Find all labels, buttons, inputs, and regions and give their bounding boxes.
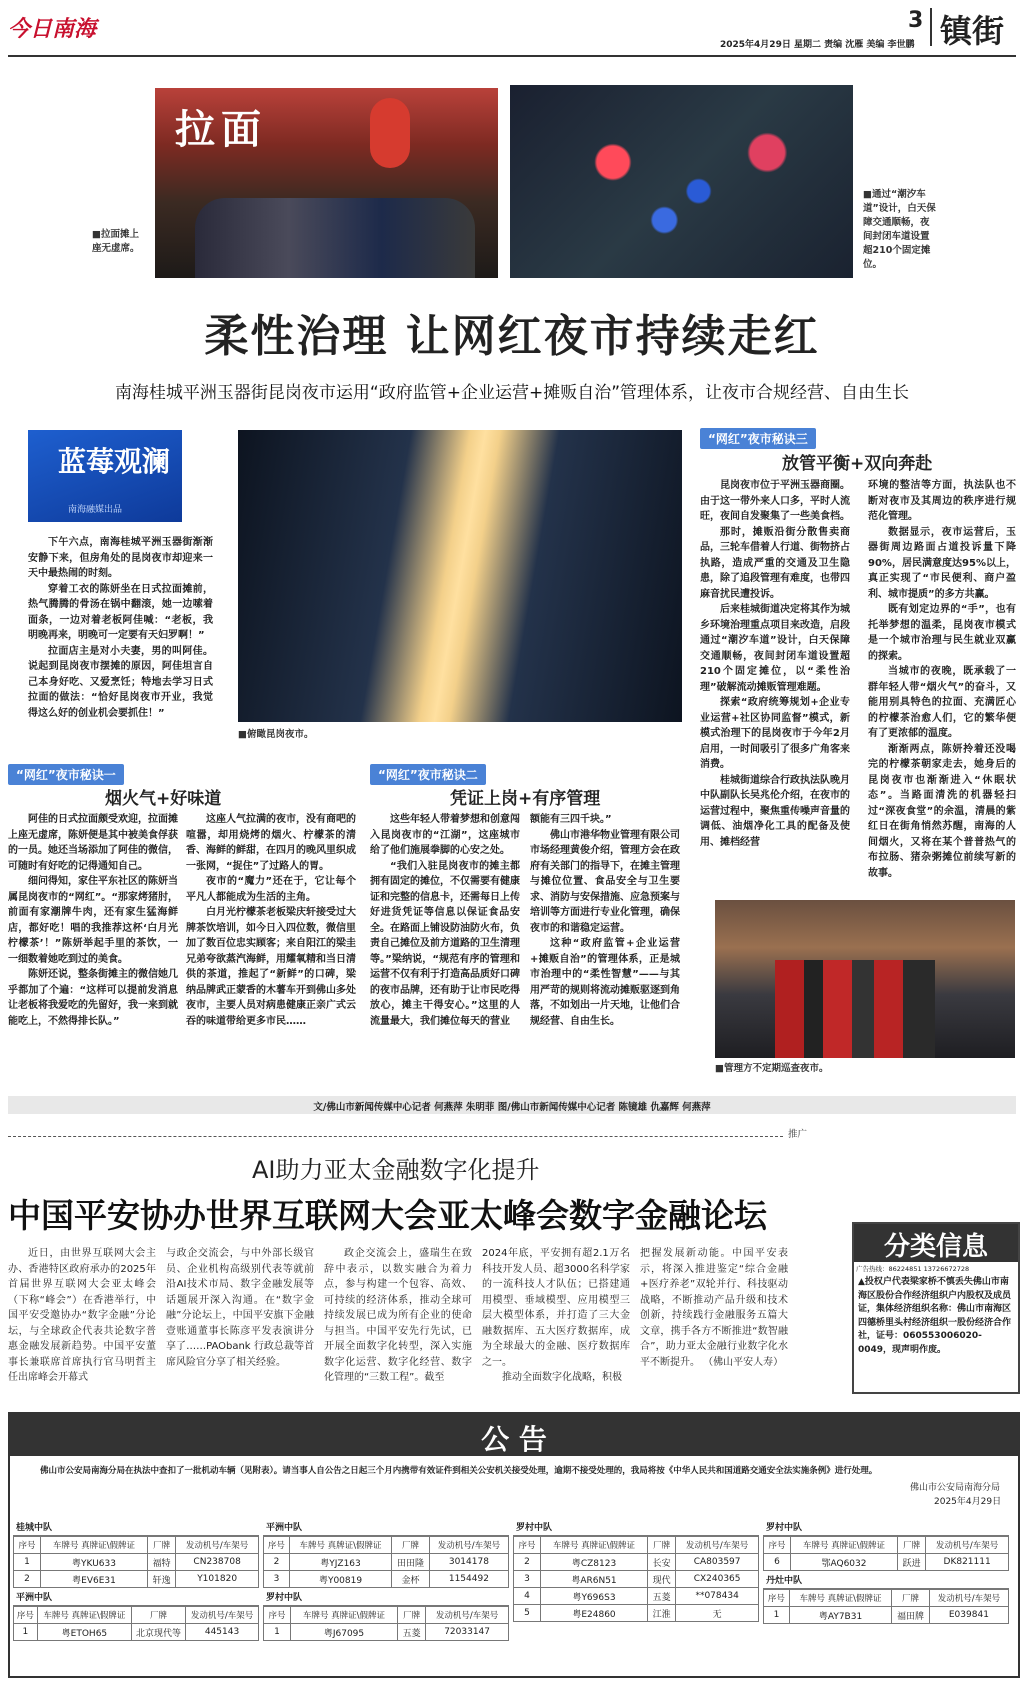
classified-title: 分类信息 bbox=[884, 1232, 989, 1262]
table-cell: 粤YKU633 bbox=[41, 1554, 148, 1571]
table-cell: 北京现代等 bbox=[132, 1624, 186, 1641]
intro-text bbox=[28, 535, 213, 721]
s2c2-p: 这种“政府监管+企业运营+摊贩自治”的管理体系，正是城市治理中的“柔性智慧”——与其用严苛的规则将流动摊贩驱逐到角落，不如划出一片天地，让他们合规经营、自由生长。 bbox=[530, 938, 680, 1027]
ad-col4 bbox=[482, 1246, 630, 1386]
table-header: 车牌号 真牌证\假牌证 bbox=[289, 1537, 391, 1554]
s2c2-p: 佛山市港华物业管理有限公司市场经理黄俊介绍，管理方会在政府有关部门的指导下，在摊主管理与摊位位置、食品安全与卫生要求、消防与安保措施、应急预案与培训等方面进行专业化管理，确保夜市的和谐稳定运营。 bbox=[530, 829, 680, 934]
table-cell: 金杯 bbox=[392, 1571, 430, 1588]
s3c2-p: 当城市的夜晚，既承载了一群年轻人带“烟火气”的奋斗，又能用别具特色的拉面、充满匠心的柠檬茶治愈人们，它的繁华便有了更浓郁的温度。 bbox=[868, 666, 1016, 739]
table-header: 车牌号 真牌证\假牌证 bbox=[791, 1537, 898, 1554]
table-cell: 粤EV6E31 bbox=[41, 1571, 148, 1588]
table-cell: 轩逸 bbox=[147, 1571, 175, 1588]
table-cell: CA803597 bbox=[676, 1554, 759, 1571]
tag-secret3: “网红”夜市秘诀三 bbox=[700, 428, 816, 449]
s2c1-p: “我们入驻昆岗夜市的摊主都拥有固定的摊位，不仅需要有健康证和完整的信息卡，还需每日上传好进货凭证等信息以保证食品安全。在路面上铺设防油防火布，负责自己摊位及前方道路的卫生清理等。”梁纳说，“规范有序的管理和运营不仅有利于打造高品质好口碑的夜市品牌，还有助于让市民吃得放心，摊主干得安心。”这里的人流量最大，我们摊位每天的营业 bbox=[370, 860, 520, 1027]
table-cell: E039841 bbox=[929, 1607, 1008, 1624]
ad-p: 政企交流会上，盛瑞生在致辞中表示，以数实融合为着力点，参与构建一个包容、高效、可持续的经济体系，推动全球可持续发展已成为所有企业的使命与担当。中国平安先行先试，已开展全面数字化转型，深入实施数字化运营、数字化经营、数字化管理的“三数工程”。截至 bbox=[324, 1248, 472, 1383]
table-header: 序号 bbox=[764, 1590, 790, 1607]
team-name: 罗村中队 bbox=[763, 1518, 1009, 1536]
table-header: 车牌号 真牌证\假牌证 bbox=[37, 1607, 131, 1624]
ad-p: 推动全面数字化战略，积极 bbox=[502, 1372, 622, 1383]
table-cell: 2 bbox=[14, 1571, 41, 1588]
table-row bbox=[514, 1554, 759, 1571]
notice-tables bbox=[13, 1518, 1013, 1672]
notice-date: 2025年4月29日 bbox=[934, 1497, 1002, 1507]
s1c1-p: 阿佳的日式拉面颇受欢迎，拉面摊上座无虚席，陈妍便是其中被美食俘获的一员。她还当场添加了阿佳的微信，可随时有好吃的记得通知自己。 bbox=[8, 814, 178, 872]
table-cell: 3014178 bbox=[429, 1554, 508, 1571]
header-rule bbox=[8, 55, 1016, 57]
caption-center: ■俯瞰昆岗夜市。 bbox=[238, 729, 314, 740]
table-header: 车牌号 真牌证\假牌证 bbox=[789, 1590, 891, 1607]
brand-sub: 南海融媒出品 bbox=[68, 505, 123, 515]
heading-secret3: 放管平衡+双向奔赴 bbox=[782, 454, 933, 474]
table-header: 发动机号/车架号 bbox=[186, 1607, 259, 1624]
team-name: 桂城中队 bbox=[13, 1518, 259, 1536]
table-cell: 1 bbox=[764, 1607, 790, 1624]
s3c1-p: 桂城街道综合行政执法队晚月中队副队长吴兆伦介绍，在夜市的运营过程中，聚焦重传噪声音量的调低、油烟净化工具的配备及使用、摊档经营 bbox=[700, 774, 850, 848]
patrol-figures bbox=[775, 960, 935, 1058]
notice-body: 佛山市公安局南海分局在执法中查扣了一批机动车辆（见附表）。请当事人自公告之日起三个月内携带有效证件到相关公安机关接受处理，逾期不接受处理的，我局将按《中华人民共和国道路交通安全法实施条例》进行处理。 bbox=[40, 1466, 878, 1476]
section-title: 镇街 bbox=[940, 12, 1005, 50]
classified-box bbox=[852, 1222, 1020, 1394]
page-number: 3 bbox=[908, 8, 924, 33]
table-header: 发动机号/车架号 bbox=[176, 1537, 259, 1554]
s1c2-p: 夜市的“魔力”还在于，它让每个平凡人都能成为生活的主角。 bbox=[186, 876, 356, 903]
table-cell: 粤Y00819 bbox=[289, 1571, 391, 1588]
s1c2-p: 白月光柠檬茶老板梁庆轩接受过大牌茶饮培训，如今日入四位数，微信里加了数百位忠实顾客；来自阳江的梁圭兄弟夸欲蒸汽海鲜，用耀氧精和当日清供的茶道，推起了“新鲜”的口碑，梁纳品牌武正蒙香的木薯车开到佛山多处夜市，主要人员对病患健康正亲广式云吞的味道带给更多市民…… bbox=[186, 907, 356, 1027]
ad-p: 与政企交流会，与中外部长级官员、企业机构高级别代表等就前沿AI技术市局、数字金融发展等话题展开深入沟通。在“数字金融”分论坛上，中国平安旗下金融壹账通董事长陈彦平发表演讲分享了……PAObank 行政总裁等首席风险官分享了相关经验。 bbox=[166, 1248, 314, 1368]
table-cell: 粤AY7B31 bbox=[789, 1607, 891, 1624]
masthead-logo: 今日南海 bbox=[8, 16, 97, 42]
headline: 柔性治理 让网红夜市持续走红 bbox=[204, 311, 820, 362]
table-header: 发动机号/车架号 bbox=[426, 1607, 509, 1624]
table-header: 序号 bbox=[264, 1537, 290, 1554]
table-row bbox=[764, 1607, 1009, 1624]
table-cell: 粤J67095 bbox=[291, 1624, 398, 1641]
team-name: 丹灶中队 bbox=[763, 1571, 1009, 1589]
brand-title: 蓝莓观澜 bbox=[58, 445, 171, 478]
vehicle-table bbox=[13, 1606, 259, 1641]
team-name: 罗村中队 bbox=[263, 1588, 509, 1606]
caption-tidal-lane: ■通过“潮汐车道”设计，白天保障交通顺畅，夜间封闭车道设置超210个固定摊位。 bbox=[863, 189, 936, 270]
table-cell: 无 bbox=[676, 1605, 759, 1622]
notice-title-bar bbox=[10, 1414, 1018, 1456]
ad-col5 bbox=[640, 1246, 788, 1370]
secret2-col1 bbox=[370, 812, 520, 1029]
vehicle-table bbox=[513, 1536, 759, 1622]
table-header: 厂牌 bbox=[392, 1537, 430, 1554]
s3c2-p: 既有划定边界的“手”，也有托举梦想的温柔，昆岗夜市模式是一个城市治理与民生就业双赢的探索。 bbox=[868, 604, 1016, 662]
table-header: 车牌号 真牌证\假牌证 bbox=[291, 1607, 398, 1624]
table-cell: 1 bbox=[14, 1554, 41, 1571]
vehicle-table bbox=[763, 1536, 1009, 1571]
table-cell: 江淮 bbox=[647, 1605, 675, 1622]
ad-p: 2024年底，平安拥有超2.1万名科技开发人员、超3000名科学家的一流科技人才队伍；已搭建通用模型、垂域模型、应用模型三层大模型体系，并打造了三大金融数据库、五大医疗数据库，成为全球最大的金融、医疗数据库之一。 bbox=[482, 1248, 630, 1368]
table-cell: 2 bbox=[264, 1554, 290, 1571]
vehicle-table bbox=[13, 1536, 259, 1588]
tag-secret2: “网红”夜市秘诀二 bbox=[370, 764, 486, 785]
secret1-col2 bbox=[186, 812, 356, 1029]
secret3-col2 bbox=[868, 478, 1016, 881]
table-cell: 445143 bbox=[186, 1624, 259, 1641]
notice-title: 公 告 bbox=[481, 1423, 547, 1456]
classified-text: ▲投权户代表梁家桥不慎丢失佛山市南海区股份合作经济组织户内股权及成员证，集体经济组织名称：佛山市南海区四德桥里头村经济组织一股份经济合作社，证号：060553006020-0049，现声明作废。 bbox=[858, 1277, 1012, 1355]
s3c1-p: 那时，摊贩沿街分散售卖商品，三轮车借着人行道、街物挤占执路，造成严重的交通及卫生隐患，除了追段管理有难度，也带四麻音扰民遭投诉。 bbox=[700, 526, 850, 600]
table-header: 厂牌 bbox=[892, 1590, 930, 1607]
ad-title: 中国平安协办世界互联网大会亚太峰会数字金融论坛 bbox=[8, 1196, 767, 1235]
table-cell: 粤Y696S3 bbox=[541, 1588, 648, 1605]
header-divider bbox=[930, 8, 932, 46]
table-cell: 1 bbox=[264, 1624, 291, 1641]
table-header: 发动机号/车架号 bbox=[929, 1590, 1008, 1607]
table-header: 发动机号/车架号 bbox=[676, 1537, 759, 1554]
table-cell: 1154492 bbox=[429, 1571, 508, 1588]
s1c1-p: 陈妍还说，整条街摊主的微信她几乎都加了个遍：“这样可以提前发消息让老板将我爱吃的先留好，我一来到就能吃上，不然得排长队。” bbox=[8, 969, 178, 1027]
table-cell: 2 bbox=[514, 1554, 541, 1571]
table-header: 厂牌 bbox=[647, 1537, 675, 1554]
table-cell: 5 bbox=[514, 1605, 541, 1622]
photo-aerial-market bbox=[510, 85, 853, 278]
table-cell: 6 bbox=[764, 1554, 791, 1571]
table-cell: 粤E24860 bbox=[541, 1605, 648, 1622]
table-header: 发动机号/车架号 bbox=[926, 1537, 1009, 1554]
promo-label: 推广 bbox=[788, 1129, 808, 1140]
table-group-2 bbox=[263, 1518, 509, 1641]
table-cell: 1 bbox=[14, 1624, 38, 1641]
table-header: 序号 bbox=[264, 1607, 291, 1624]
secret1-col1 bbox=[8, 812, 178, 1029]
table-cell: 粤CZ8123 bbox=[541, 1554, 648, 1571]
table-row bbox=[514, 1588, 759, 1605]
photo-center-aerial bbox=[238, 430, 682, 722]
s2c2-p: 额能有三四千块。” bbox=[530, 814, 612, 825]
table-group-3 bbox=[513, 1518, 759, 1622]
vehicle-table bbox=[263, 1606, 509, 1641]
table-cell: 福田牌 bbox=[892, 1607, 930, 1624]
classified-header bbox=[854, 1224, 1018, 1262]
diners bbox=[195, 198, 475, 278]
table-cell: 福特 bbox=[147, 1554, 175, 1571]
table-cell: 现代 bbox=[647, 1571, 675, 1588]
table-cell: 3 bbox=[264, 1571, 290, 1588]
table-header: 序号 bbox=[764, 1537, 791, 1554]
ad-p: 把握发展新动能。中国平安表示，将深入推进鉴定“综合金融+医疗养老”双轮并行、科技驱动战略，不断推动产品升级和技术创新，持续践行金融服务五篇大文章，携手各方不断推进“数智融合”，助力亚太金融行业数字化水平不断提升。 （佛山平安人寿） bbox=[640, 1248, 788, 1368]
ad-col3 bbox=[324, 1246, 472, 1386]
vehicle-table bbox=[763, 1589, 1009, 1624]
ad-col1 bbox=[8, 1246, 156, 1386]
intro-p2: 穿着工衣的陈妍坐在日式拉面摊前，热气腾腾的骨汤在锅中翻滚，她一边嗦着面条，一边对着老板阿佳喊：“老板，我明晚再来，明晚可一定要有天妇罗啊！” bbox=[28, 583, 213, 641]
brand-box bbox=[28, 430, 182, 522]
table-cell: 粤ETOH65 bbox=[37, 1624, 131, 1641]
table-row bbox=[264, 1624, 509, 1641]
table-cell: CX240365 bbox=[676, 1571, 759, 1588]
table-cell: 3 bbox=[514, 1571, 541, 1588]
table-row bbox=[14, 1624, 259, 1641]
s3c1-p: 昆岗夜市位于平洲玉器商圈。由于这一带外来人口多，平时人流旺，夜间自发聚集了一些美食档。 bbox=[700, 480, 850, 522]
notice-box bbox=[8, 1412, 1020, 1678]
subheadline: 南海桂城平洲玉器街昆岗夜市运用“政府监管+企业运营+摊贩自治”管理体系，让夜市合规经营、自由生长 bbox=[114, 383, 910, 403]
lantern bbox=[370, 98, 410, 168]
table-row bbox=[14, 1554, 259, 1571]
table-header: 车牌号 真牌证\假牌证 bbox=[541, 1537, 648, 1554]
table-cell: DK821111 bbox=[926, 1554, 1009, 1571]
s3c2-p: 环境的整洁等方面，执法队也不断对夜市及其周边的秩序进行规范化管理。 bbox=[868, 480, 1016, 522]
team-name: 平洲中队 bbox=[263, 1518, 509, 1536]
heading-secret2: 凭证上岗+有序管理 bbox=[450, 789, 601, 809]
ad-col2 bbox=[166, 1246, 314, 1370]
photo-patrol bbox=[715, 900, 1015, 1058]
date-line: 2025年4月29日 星期二 责编 沈雁 美编 李世鹏 bbox=[720, 40, 915, 50]
s1c1-p: 细问得知，家住平东社区的陈妍当属昆岗夜市的“网红”。“那家烤猪肘，前面有家潮牌牛肉，还有家生猛海鲜店，都好吃！唱的我推荐这杯‘白月光柠檬茶’！”陈妍举起手里的茶饮，一一细数着她吃到过的美食。 bbox=[8, 876, 178, 965]
s1c2-p: 这座人气拉满的夜市，没有商吧的喧嚣，却用烧烤的烟火、柠檬茶的清香、海鲜的鲜甜，在四月的晚风里织成一张网，“捉住”了过路人的胃。 bbox=[186, 814, 356, 872]
s3c2-p: 渐渐两点，陈妍拎着还没喝完的柠檬茶朝家走去，她身后的昆岗夜市也渐渐进入“休眠状态”。当路面清洗的机器轻扫过“深夜食堂”的余温，清晨的紫红日在街角悄然苏醒，南海的人间烟火，又将在某个普普热气的布拉肠、猪杂粥摊位前续写新的故事。 bbox=[868, 743, 1016, 879]
ramen-sign: 拉面 bbox=[175, 106, 267, 153]
table-row bbox=[264, 1554, 509, 1571]
table-row bbox=[264, 1571, 509, 1588]
s2c1-p: 这些年轻人带着梦想和创意闯入昆岗夜市的“江湖”，这座城市给了他们施展拳脚的心安之处。 bbox=[370, 814, 520, 856]
s3c1-p: 后来桂城街道决定将其作为城乡环境治理重点项目来改造，启段通过“潮汐车道”设计，白天保障交通顺畅，夜间封闭车道设置超210个固定摊位，以“柔性治理”破解流动摊贩管理难题。 bbox=[700, 604, 850, 693]
table-header: 序号 bbox=[14, 1537, 41, 1554]
s3c1-p: 探索“政府统筹规划+企业专业运营+社区协同监督”模式，新模式治理下的昆岗夜市于今年2月启用，一时间吸引了很多广角客来消费。 bbox=[700, 697, 850, 770]
ad-p: 近日，由世界互联网大会主办、香港特区政府承办的2025年首届世界互联网大会亚太峰会（下称“峰会”）在香港举行，中国平安受邀协办“数字金融”分论坛，与全球政企代表共论数字普惠金融发展新趋势。中国平安董事长兼联席首席执行官马明哲主任出席峰会开幕式 bbox=[8, 1248, 156, 1383]
table-cell: 田田隆 bbox=[392, 1554, 430, 1571]
secret3-col1 bbox=[700, 478, 850, 850]
table-header: 厂牌 bbox=[147, 1537, 175, 1554]
heading-secret1: 烟火气+好味道 bbox=[105, 789, 222, 809]
s3c2-p: 数据显示，夜市运营后，玉器街周边路面占道投诉量下降90%，居民满意度达95%以上，真正实现了“市民便利、商户盈利、城市提质”的多方共赢。 bbox=[868, 526, 1016, 600]
table-cell: 粤AR6N51 bbox=[541, 1571, 648, 1588]
table-cell: CN238708 bbox=[176, 1554, 259, 1571]
table-cell: Y101820 bbox=[176, 1571, 259, 1588]
tag-secret1: “网红”夜市秘诀一 bbox=[8, 764, 124, 785]
secret2-col2 bbox=[530, 812, 680, 1029]
table-cell: 4 bbox=[514, 1588, 541, 1605]
intro-p3: 拉面店主是对小夫妻，男的叫阿佳。说起到昆岗夜市摆摊的原因，阿佳坦言自己本身好吃、又爱烹饪；特地去学习日式拉面的做法：“恰好昆岗夜市开业，我觉得这么好的创业机会要抓住！” bbox=[28, 645, 213, 719]
promo-rule bbox=[8, 1136, 783, 1137]
ad-kicker: AI助力亚太金融数字化提升 bbox=[252, 1156, 540, 1184]
table-cell: 72033147 bbox=[426, 1624, 509, 1641]
caption-ramen: ■拉面摊上座无虚席。 bbox=[92, 229, 140, 254]
table-cell: **078434 bbox=[676, 1588, 759, 1605]
table-cell: 鄂AQ6032 bbox=[791, 1554, 898, 1571]
photo-ramen-stall bbox=[155, 88, 498, 278]
table-cell: 长安 bbox=[647, 1554, 675, 1571]
table-cell: 五菱 bbox=[397, 1624, 425, 1641]
notice-issuer: 佛山市公安局南海分局 bbox=[910, 1483, 1001, 1493]
table-header: 序号 bbox=[514, 1537, 541, 1554]
table-header: 车牌号 真牌证\假牌证 bbox=[41, 1537, 148, 1554]
byline: 文/佛山市新闻传媒中心记者 何燕萍 朱明菲 图/佛山市新闻传媒中心记者 陈镜雄 仇嘉辉 何燕萍 bbox=[313, 1102, 711, 1113]
table-cell: 跃进 bbox=[897, 1554, 925, 1571]
table-row bbox=[764, 1554, 1009, 1571]
table-header: 序号 bbox=[14, 1607, 38, 1624]
table-cell: 粤YJZ163 bbox=[289, 1554, 391, 1571]
caption-patrol: ■管理方不定期巡查夜市。 bbox=[715, 1063, 829, 1074]
vehicle-table bbox=[263, 1536, 509, 1588]
table-row bbox=[514, 1605, 759, 1622]
team-name: 平洲中队 bbox=[13, 1588, 259, 1606]
team-name: 罗村中队 bbox=[513, 1518, 759, 1536]
table-cell: 五菱 bbox=[647, 1588, 675, 1605]
table-header: 发动机号/车架号 bbox=[429, 1537, 508, 1554]
table-row bbox=[14, 1571, 259, 1588]
table-group-1 bbox=[13, 1518, 259, 1641]
intro-p1: 下午六点，南海桂城平洲玉器街渐渐安静下来，但房角处的昆岗夜市却迎来一天中最热闹的时刻。 bbox=[28, 537, 213, 579]
table-header: 厂牌 bbox=[397, 1607, 425, 1624]
table-header: 厂牌 bbox=[132, 1607, 186, 1624]
table-group-4 bbox=[763, 1518, 1009, 1624]
table-row bbox=[514, 1571, 759, 1588]
table-header: 厂牌 bbox=[897, 1537, 925, 1554]
classified-phone: 广告热线：86224851 13726672728 bbox=[856, 1265, 970, 1273]
